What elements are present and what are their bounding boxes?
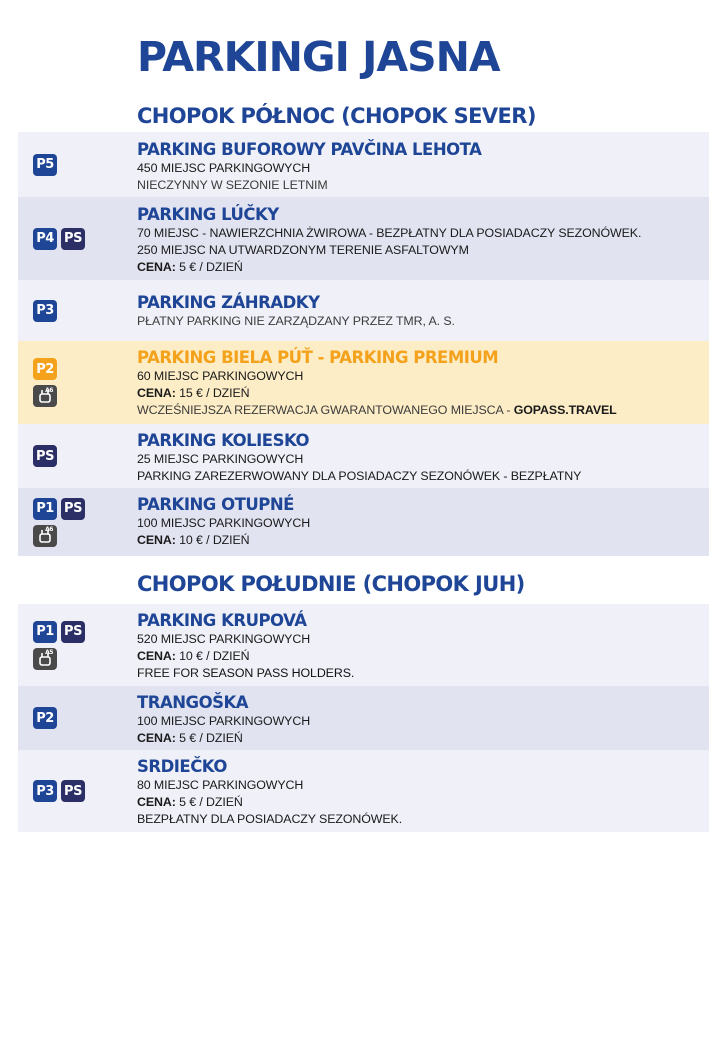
parking-name: PARKING ZÁHRADKY	[137, 293, 320, 312]
price-value: 5 € / DZIEŃ	[179, 260, 243, 274]
parking-icons	[33, 197, 113, 280]
season-pass-badge-icon: PS	[61, 498, 85, 520]
parking-p1-badge-icon: P1	[33, 498, 57, 520]
parking-detail: 520 MIEJSC PARKINGOWYCH	[137, 632, 311, 646]
parking-row	[18, 132, 709, 197]
badge-group	[33, 648, 113, 670]
price-label: CENA:	[137, 260, 176, 274]
parking-row	[18, 197, 709, 280]
charger-tag: A6	[45, 526, 53, 533]
parking-info	[137, 430, 703, 485]
parking-p4-badge-icon: P4	[33, 228, 57, 250]
parking-detail	[137, 402, 703, 419]
parking-price	[137, 730, 703, 747]
page-title: PARKINGI JASNA	[137, 33, 500, 81]
parking-icons	[33, 132, 113, 197]
parking-detail	[137, 665, 703, 682]
parking-detail: 60 MIEJSC PARKINGOWYCH	[137, 369, 304, 383]
parking-info	[137, 692, 703, 747]
section-title-south: CHOPOK POŁUDNIE (CHOPOK JUH)	[137, 572, 525, 596]
parking-name: PARKING BIELA PÚŤ - PARKING PREMIUM	[137, 348, 499, 367]
parking-row	[18, 424, 709, 488]
price-label: CENA:	[137, 649, 176, 663]
free-for-text: FREE FOR	[137, 666, 203, 680]
badge-group	[33, 707, 113, 729]
parking-name: PARKING KOLIESKO	[137, 431, 310, 450]
parking-row	[18, 686, 709, 750]
parking-info	[137, 610, 703, 682]
parking-icons	[33, 341, 113, 424]
badge-group	[33, 358, 113, 380]
badge-group	[33, 385, 113, 407]
price-label: CENA:	[137, 795, 176, 809]
parking-icons	[33, 488, 113, 556]
price-value: 15 € / DZIEŃ	[179, 386, 250, 400]
parking-name: TRANGOŠKA	[137, 693, 249, 712]
parking-detail: 80 MIEJSC PARKINGOWYCH	[137, 778, 304, 792]
parking-detail: BEZPŁATNY DLA POSIADACZY SEZONÓWEK.	[137, 812, 403, 826]
price-label: CENA:	[137, 533, 176, 547]
parking-info	[137, 494, 703, 549]
parking-detail: 70 MIEJSC - NAWIERZCHNIA ŻWIROWA - BEZPŁATNY DLA POSIADACZY SEZONÓWEK.	[137, 226, 642, 240]
badge-group	[33, 228, 113, 250]
parking-detail: PŁATNY PARKING NIE ZARZĄDZANY PRZEZ TMR, A. S.	[137, 314, 455, 328]
price-label: CENA:	[137, 731, 176, 745]
parking-price	[137, 648, 703, 665]
parking-name: PARKING OTUPNÉ	[137, 495, 294, 514]
parking-name: SRDIEČKO	[137, 757, 227, 776]
badge-group	[33, 498, 113, 520]
parking-icons	[33, 686, 113, 750]
parking-icons	[33, 280, 113, 341]
parking-price	[137, 532, 703, 549]
parking-p3-badge-icon: P3	[33, 300, 57, 322]
charger-tag: A5	[45, 649, 53, 656]
parking-detail: 100 MIEJSC PARKINGOWYCH	[137, 714, 311, 728]
parking-info	[137, 347, 703, 419]
parking-row	[18, 604, 709, 686]
parking-p2-premium-badge-icon: P2	[33, 358, 57, 380]
season-pass-badge-icon: PS	[61, 780, 85, 802]
parking-info	[137, 756, 703, 828]
price-label: CENA:	[137, 386, 176, 400]
parking-detail: 25 MIEJSC PARKINGOWYCH	[137, 452, 304, 466]
reservation-text: WCZEŚNIEJSZA REZERWACJA GWARANTOWANEGO MIEJSCA -	[137, 403, 514, 417]
season-pass-badge-icon: PS	[61, 621, 85, 643]
season-pass-holders-text: SEASON PASS HOLDERS.	[202, 666, 355, 680]
parking-row-premium	[18, 341, 709, 424]
parking-info	[137, 204, 703, 276]
ev-charger-icon	[33, 525, 57, 547]
parking-p5-badge-icon: P5	[33, 154, 57, 176]
badge-group	[33, 525, 113, 547]
badge-group	[33, 300, 113, 322]
charger-tag: A6	[45, 386, 53, 394]
badge-group	[33, 154, 113, 176]
parking-icons	[33, 750, 113, 832]
parking-price	[137, 385, 703, 402]
season-pass-badge-icon: PS	[61, 228, 85, 250]
parking-name: PARKING KRUPOVÁ	[137, 611, 307, 630]
parking-row	[18, 488, 709, 556]
badge-group	[33, 780, 113, 802]
parking-row	[18, 280, 709, 341]
ev-charger-icon	[33, 648, 57, 670]
parking-info	[137, 139, 703, 194]
parking-detail: NIECZYNNY W SEZONIE LETNIM	[137, 178, 328, 192]
badge-group	[33, 621, 113, 643]
parking-icons	[33, 604, 113, 686]
price-value: 5 € / DZIEŃ	[179, 795, 243, 809]
ev-charger-icon	[33, 385, 57, 407]
parking-icons	[33, 424, 113, 488]
parking-p3-badge-icon: P3	[33, 780, 57, 802]
parking-price	[137, 794, 703, 811]
parking-p2-badge-icon: P2	[33, 707, 57, 729]
price-value: 10 € / DZIEŃ	[179, 649, 250, 663]
season-pass-badge-icon: PS	[33, 445, 57, 467]
parking-name: PARKING LÚČKY	[137, 205, 279, 224]
parking-info	[137, 292, 703, 330]
badge-group	[33, 445, 113, 467]
parking-detail: 100 MIEJSC PARKINGOWYCH	[137, 516, 311, 530]
parking-name: PARKING BUFOROWY PAVČINA LEHOTA	[137, 140, 482, 159]
gopass-link[interactable]: GOPASS.TRAVEL	[513, 403, 617, 417]
price-value: 5 € / DZIEŃ	[179, 731, 243, 745]
parking-p1-badge-icon: P1	[33, 621, 57, 643]
parking-detail: 450 MIEJSC PARKINGOWYCH	[137, 161, 311, 175]
parking-row	[18, 750, 709, 832]
section-title-north: CHOPOK PÓŁNOC (CHOPOK SEVER)	[137, 104, 536, 128]
parking-price	[137, 259, 703, 276]
price-value: 10 € / DZIEŃ	[179, 533, 250, 547]
parking-detail: PARKING ZAREZERWOWANY DLA POSIADACZY SEZONÓWEK - BEZPŁATNY	[137, 469, 582, 483]
parking-detail: 250 MIEJSC NA UTWARDZONYM TERENIE ASFALTOWYM	[137, 243, 469, 257]
